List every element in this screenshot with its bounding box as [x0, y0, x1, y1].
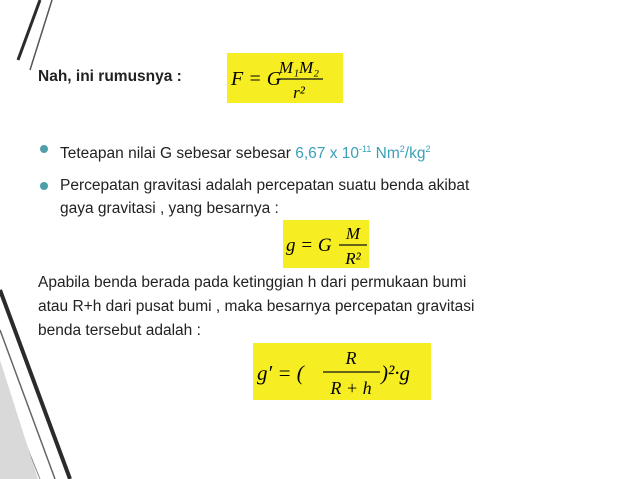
formula-gravity-at-height [253, 343, 431, 400]
bullet-2-line2: gaya gravitasi , yang besarnya : [60, 200, 279, 217]
bullet-1-prefix: Teteapan nilai G sebesar sebesar [60, 145, 296, 162]
formula-main-num: M₁M₂ [278, 58, 320, 77]
bullet-marker-1 [40, 145, 48, 153]
formula-main-lhs: F = G [231, 68, 282, 90]
formula-main-den: r² [293, 83, 305, 102]
formula-gprime-den: R + h [330, 378, 372, 398]
paragraph-line2: atau R+h dari pusat bumi , maka besarnya percepatan gravitasi [38, 298, 475, 315]
paragraph-line3: benda tersebut adalah : [38, 322, 201, 339]
formula-g-num: M [345, 224, 361, 243]
formula-surface-gravity-svg [283, 220, 369, 268]
formula-surface-gravity [283, 220, 369, 268]
paragraph-line1: Apabila benda berada pada ketinggian h dari permukaan bumi [38, 274, 467, 291]
formula-universal-gravitation [227, 53, 343, 103]
formula-universal-gravitation-svg [227, 53, 343, 103]
g-constant-value: 6,67 x $10^{-11}$ $Nm^2/kg^2$ [295, 144, 431, 162]
formula-gravity-at-height-svg [253, 343, 431, 400]
formula-gprime-num: R [345, 348, 357, 368]
bullet-marker-2 [40, 182, 48, 190]
intro-label: Nah, ini rumusnya : [38, 68, 182, 85]
formula-g-lhs: g = G [286, 235, 332, 256]
formula-g-den: R² [345, 249, 361, 268]
formula-gprime-lhs: g′ = ( [257, 361, 304, 385]
formula-gprime-rhs: )²·g [381, 361, 411, 385]
bullet-1-text [60, 138, 431, 165]
bullet-2-line1: Percepatan gravitasi adalah percepatan suatu benda akibat [60, 177, 470, 194]
